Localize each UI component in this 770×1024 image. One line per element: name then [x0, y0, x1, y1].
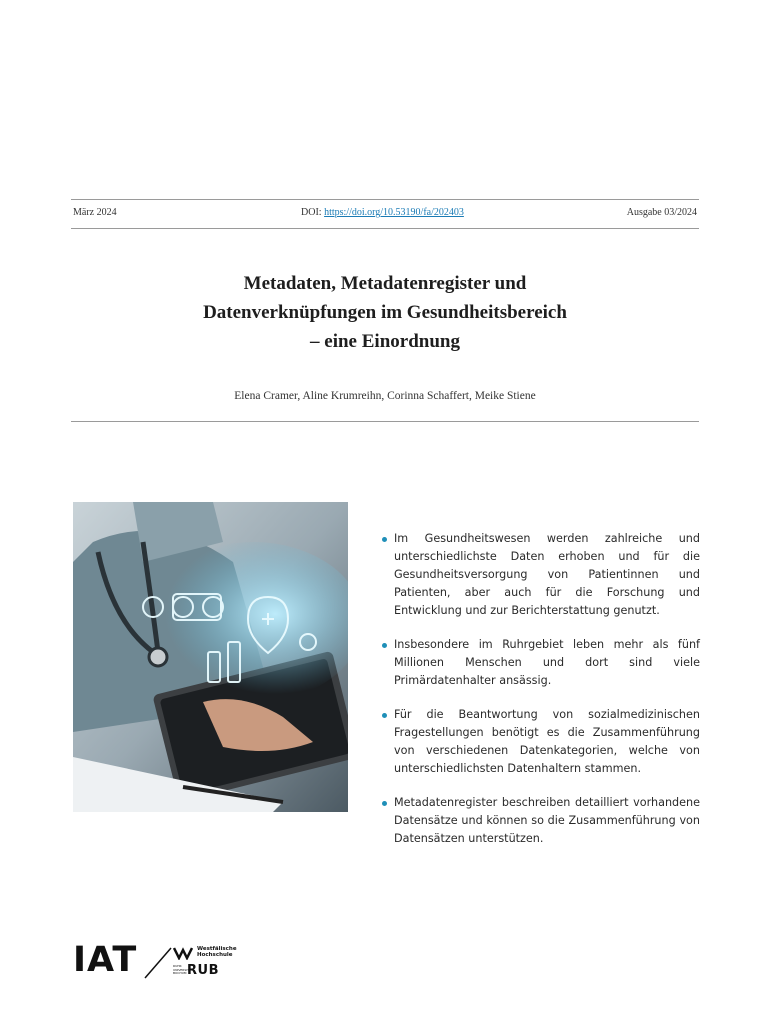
authors-rule — [71, 421, 699, 422]
issue-date: März 2024 — [73, 207, 117, 218]
list-item — [382, 530, 700, 620]
author-list: Elena Cramer, Aline Krumreihn, Corinna Schaffert, Meike Stiene — [234, 390, 536, 402]
header-bottom-rule — [71, 228, 699, 229]
document-title — [100, 269, 670, 356]
bullet-text: Metadatenregister beschreiben detailliert vorhandene Datensätze und können so die Zusammenführung von Datensätzen unterstützen. — [394, 796, 700, 845]
iat-logo: IAT — [73, 940, 138, 980]
rub-logo-small-text: RUHR UNIVERSITÄT BOCHUM — [173, 964, 193, 975]
doi — [301, 207, 464, 218]
bullet-dot-icon — [382, 801, 387, 806]
logo-divider-slash-icon — [143, 946, 173, 980]
summary-bullets — [382, 530, 700, 864]
header-meta — [71, 207, 699, 223]
list-item — [382, 794, 700, 848]
title-line: Datenverknüpfungen im Gesundheitsbereich — [203, 302, 567, 323]
whs-logo-icon — [173, 946, 193, 960]
title-line: Metadaten, Metadatenregister und — [243, 273, 527, 294]
title-line: – eine Einordnung — [310, 331, 460, 352]
doi-prefix: DOI: — [301, 207, 322, 218]
list-item — [382, 636, 700, 690]
issue-number: Ausgabe 03/2024 — [626, 207, 697, 218]
whs-logo-text: Westfälische Hochschule — [197, 946, 237, 958]
cover-photo — [73, 502, 348, 812]
bullet-dot-icon — [382, 713, 387, 718]
bullet-text: Insbesondere im Ruhrgebiet leben mehr als fünf Millionen Menschen und dort sind viele Primärdatenhalter ansässig. — [394, 638, 700, 687]
header-top-rule — [71, 199, 699, 200]
publisher-logos — [73, 942, 243, 982]
bullet-text: Für die Beantwortung von sozialmedizinischen Fragestellungen benötigt es die Zusammenführung von verschiedenen Datenkategorien, welche von unterschiedlichsten Datenhaltern stammen. — [394, 708, 700, 775]
bullet-dot-icon — [382, 537, 387, 542]
rub-logo: RUB — [187, 963, 219, 978]
bullet-text: Im Gesundheitswesen werden zahlreiche und unterschiedlichste Daten erhoben und für die Gesundheitsversorgung von Patientinnen und Patienten, aber auch für die Forschung und Entwicklung und zur Berichterstattung genutzt. — [394, 532, 700, 617]
doi-link[interactable]: https://doi.org/10.53190/fa/202403 — [324, 207, 464, 218]
bullet-dot-icon — [382, 643, 387, 648]
list-item — [382, 706, 700, 778]
